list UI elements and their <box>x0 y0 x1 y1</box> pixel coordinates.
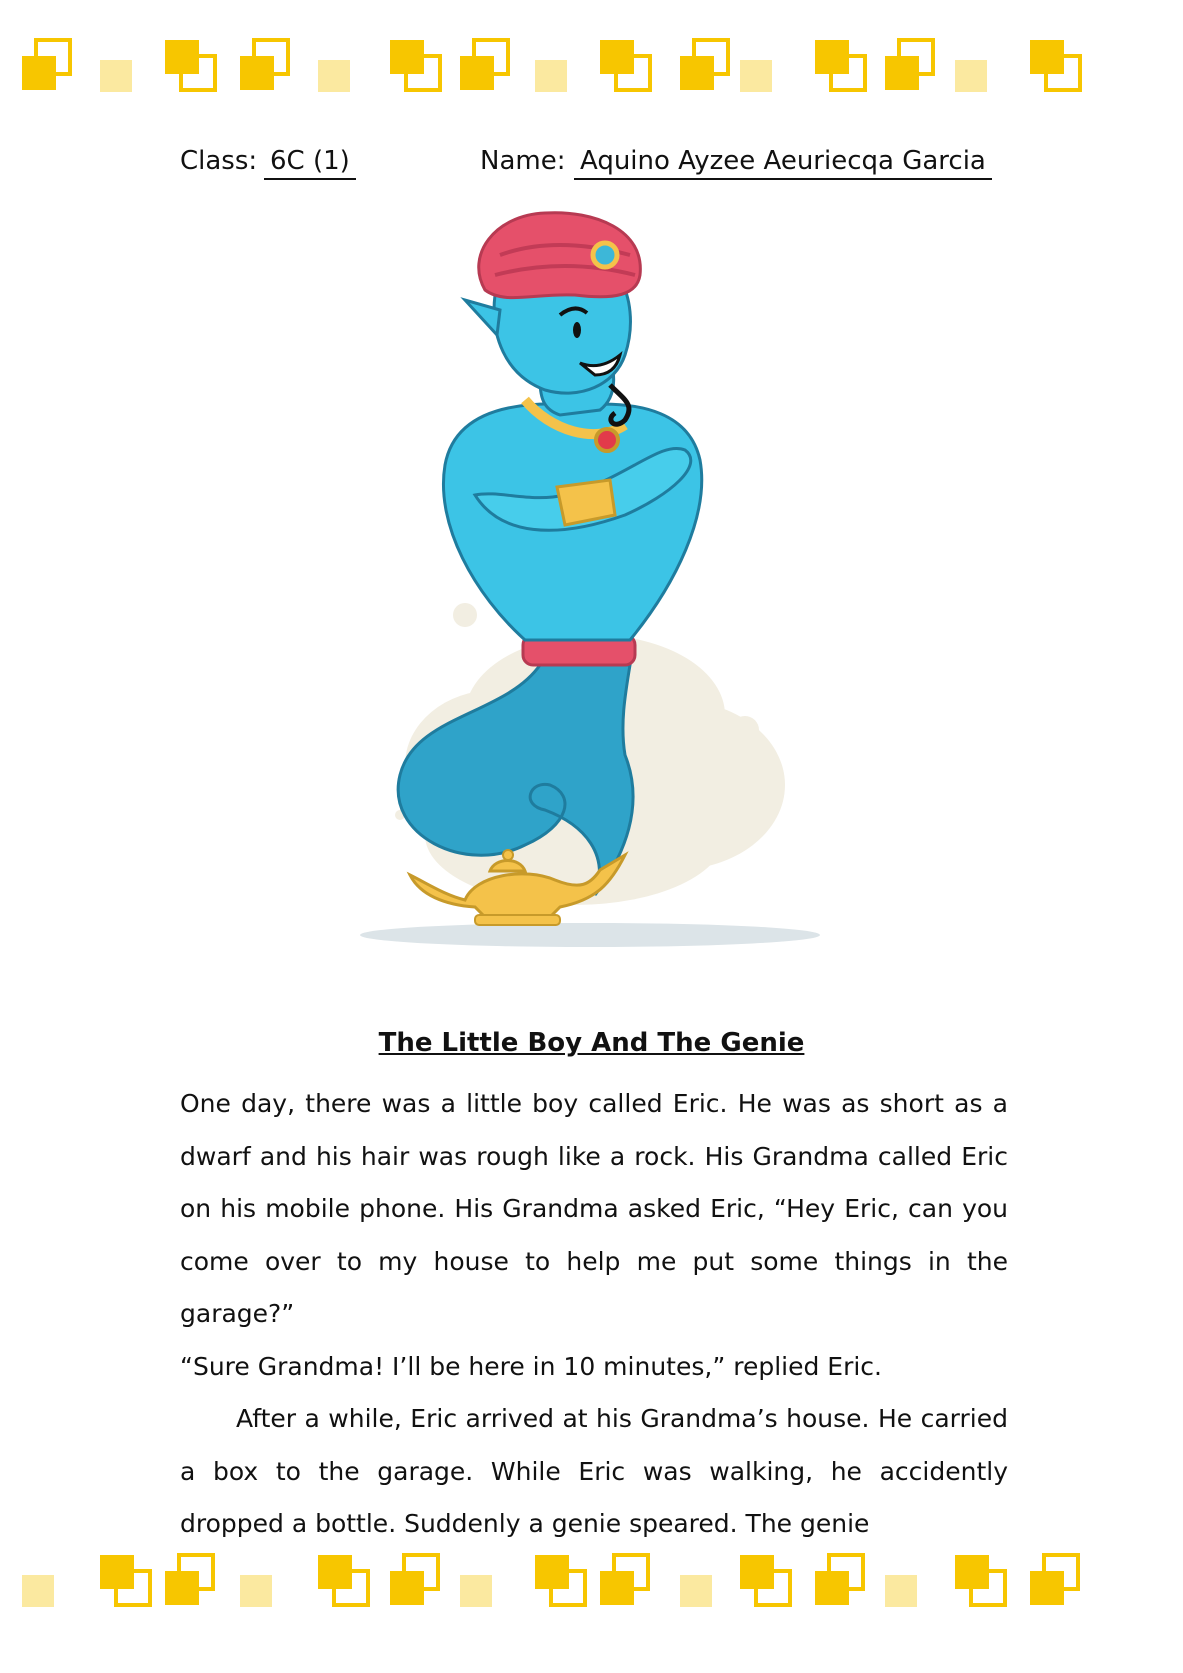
story-title: The Little Boy And The Genie <box>378 1028 805 1058</box>
border-square <box>955 60 987 92</box>
border-square <box>1030 1571 1064 1605</box>
border-square <box>740 60 772 92</box>
name-value: Aquino Ayzee Aeuriecqa Garcia <box>574 146 992 180</box>
student-header <box>180 146 1020 186</box>
border-square <box>885 56 919 90</box>
ground-shadow <box>360 923 820 947</box>
class-label: Class: <box>180 146 258 176</box>
top-decorative-border <box>0 30 1183 130</box>
genie-eye <box>573 322 581 338</box>
turban-jewel <box>593 243 617 267</box>
story-body <box>180 1078 1008 1551</box>
story-paragraph: One day, there was a little boy called Eric. He was as short as a dwarf and his hair was rough like a rock. His Grandma called Eric on his mobile phone. His Grandma asked Eric, “Hey Eric, can you come over to my house to help me put some things in the garage?” <box>180 1089 1008 1328</box>
border-square <box>680 1575 712 1607</box>
bottom-decorative-border <box>0 1545 1183 1645</box>
border-square <box>680 56 714 90</box>
border-square <box>318 60 350 92</box>
class-value: 6C (1) <box>264 146 356 180</box>
border-square <box>460 1575 492 1607</box>
genie-illustration <box>325 195 865 960</box>
border-square <box>815 1571 849 1605</box>
gold-bracelet <box>557 480 615 525</box>
border-square <box>460 56 494 90</box>
border-square <box>22 56 56 90</box>
story-paragraph: “Sure Grandma! I’ll be here in 10 minutes,” replied Eric. <box>180 1351 883 1381</box>
name-label: Name: <box>480 146 566 176</box>
border-square <box>165 1571 199 1605</box>
border-square <box>600 1571 634 1605</box>
border-square <box>885 1575 917 1607</box>
ruby-pendant <box>596 429 618 451</box>
border-square <box>240 1575 272 1607</box>
border-square <box>390 1571 424 1605</box>
border-square <box>22 1575 54 1607</box>
border-square <box>240 56 274 90</box>
story-paragraph: After a while, Eric arrived at his Grandma’s house. He carried a box to the garage. While Eric was walking, he accidently dropped a bottle. Suddenly a genie speared. The genie <box>180 1404 1008 1538</box>
border-square <box>535 60 567 92</box>
border-square <box>100 60 132 92</box>
